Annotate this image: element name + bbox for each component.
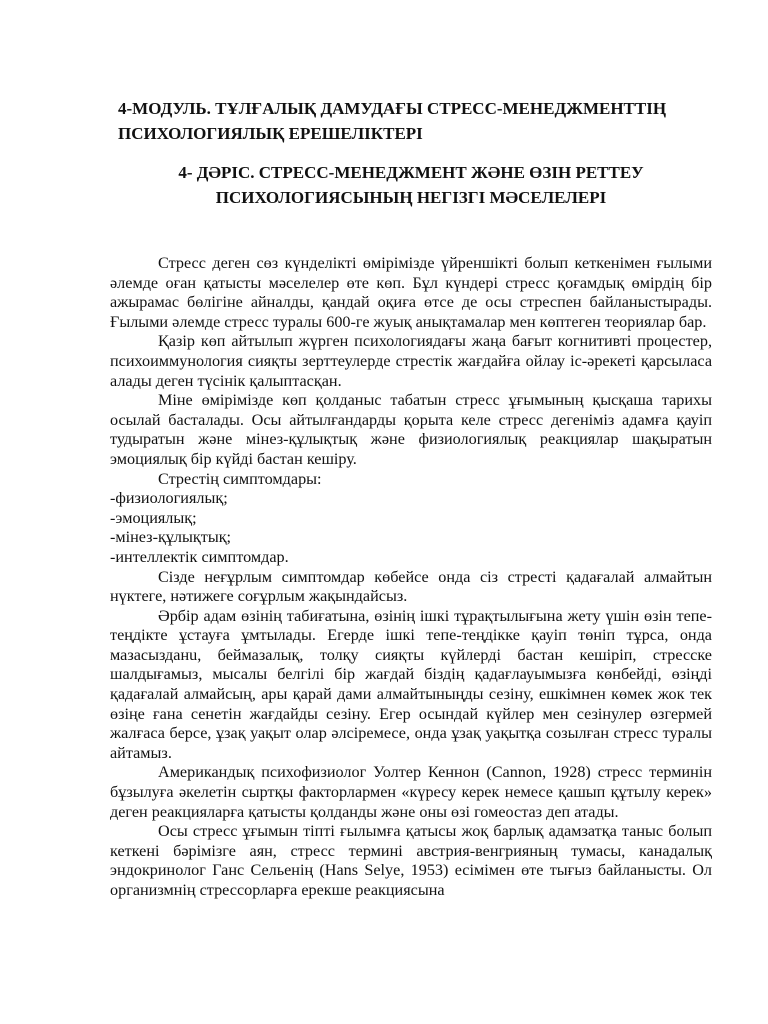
document-body <box>110 254 712 901</box>
list-item: -мінез-құлықтық; <box>110 528 232 547</box>
list-item: -физиологиялық; <box>110 489 228 508</box>
paragraph: Американдық психофизиолог Уолтер Кеннон (Cannon, 1928) стресс терминін бұзылуға әкелетін сыртқы факторлармен «күресу керек немесе қашып құтылу керек» деген реакцияларға қатысты қолданды және оны өзі гомеостаз деп атады. <box>110 763 712 821</box>
module-title <box>118 96 712 146</box>
lecture-title-line-1: 4- ДӘРІС. СТРЕСС-МЕНЕДЖМЕНТ ЖӘНЕ ӨЗІН РЕТТЕУ <box>178 163 644 182</box>
paragraph: Қазір көп айтылып жүрген психологиядағы жаңа бағыт когнитивті процестер, психоиммунология сияқты зерттеулерде стрестік жағдайға ойлау іс-әрекеті қарсыласа алады деген түсінік қалыптасқан. <box>110 332 712 390</box>
lecture-title <box>110 160 712 210</box>
paragraph: Осы стресс ұғымын тіпті ғылымға қатысы жоқ барлық адамзатқа таныс болып кеткені бәрімізге аян, стресс термині австрия-венгрияның тумасы, канадалық эндокринолог Ганс Сельенің (Hans Selye, 1953) есімімен өте тығыз байланысты. Ол организмнің стрессорларға ерекше реакциясына <box>110 822 712 899</box>
paragraph: Сізде неғұрлым симптомдар көбейсе онда сіз стресті қадағалай алмайтын нүктеге, нәтижеге соғұрлым жақындайсыз. <box>110 567 712 606</box>
paragraph: Міне өмірімізде көп қолданыс табатын стресс ұғымының қысқаша тарихы осылай басталады. Осы айтылғандарды қорыта келе стресс дегеніміз адамға қауіп тудыратын және мінез-құлықтық және физиологиялық реакциялар шақыратын эмоциялық бір күйді бастан кешіру. <box>110 391 712 468</box>
lecture-title-line-2: ПСИХОЛОГИЯСЫНЫҢ НЕГІЗГІ МӘСЕЛЕЛЕРІ <box>215 188 607 207</box>
symptoms-heading: Стрестің симптомдары: <box>158 469 322 488</box>
list-item: -эмоциялық; <box>110 508 197 527</box>
paragraph: Стресс деген сөз күнделікті өмірімізде үйреншікті болып кеткенімен ғылыми әлемде оған қатысты мәселелер өте көп. Бұл күндері стресс қоғамдық өмірдің бір ажырамас бөлігіне айналды, қандай оқиға өтсе де осы стреспен байланыстырады. Ғылыми әлемде стресс туралы 600-ге жуық анықтамалар мен көптеген теориялар бар. <box>110 254 712 331</box>
paragraph: Әрбір адам өзінің табиғатына, өзінің ішкі тұрақтылығына жету үшін өзін тепе-теңдікте ұстауға ұмтылады. Егерде ішкі тепе-теңдікке қауіп төніп тұрса, онда мазасызданu, беймазалық, толқу сияқты күйлерді бастан кешіріп, стресске шалдығамыз, мысалы белгілі бір жағдай біздің қадағлауымызға көнбейді, өзіңді қадағалай алмайсың, ары қарай дами алмайтыныңды сезіну, ешкімнен көмек жок тек өзіңе ғана сенетін жағдайды сезіну. Егер осындай күйлер мен сезінулер өзгермей жалғаса берсе, ұзақ уақыт олар әлсіремесе, онда ұзақ уақытқа созылған стресс туралы айтамыз. <box>110 606 712 762</box>
module-title-line-2: ПСИХОЛОГИЯЛЫҚ ЕРЕШЕЛІКТЕРІ <box>118 124 423 143</box>
list-item: -интеллектік симптомдар. <box>110 547 289 566</box>
module-title-line-1: 4-МОДУЛЬ. ТҰЛҒАЛЫҚ ДАМУДАҒЫ СТРЕСС-МЕНЕДЖМЕНТТІҢ <box>118 99 667 118</box>
